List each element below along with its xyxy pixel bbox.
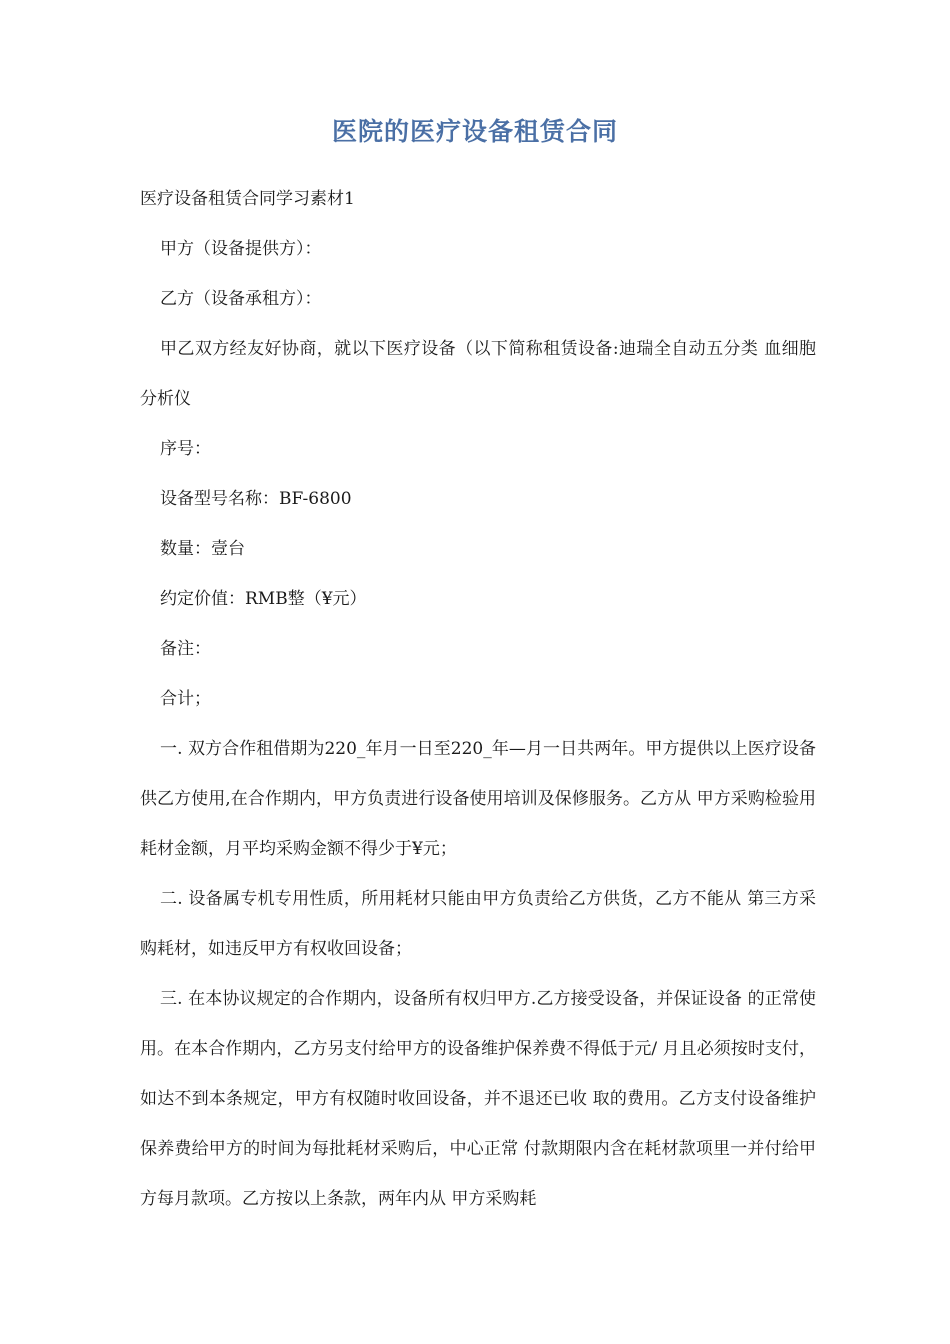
value-field: 约定价值：RMB整（¥元） [160, 589, 367, 609]
quantity-field: 数量：壹台 [160, 539, 245, 559]
model-field: 设备型号名称：BF-6800 [160, 489, 352, 509]
document-title: 医院的医疗设备租赁合同 [331, 117, 618, 146]
party-a-line: 甲方（设备提供方）： [160, 239, 322, 259]
remark-field: 备注： [160, 639, 211, 659]
document-subtitle: 医疗设备租赁合同学习素材1 [140, 189, 355, 209]
serial-field: 序号： [160, 439, 211, 459]
clause-2: 二. 设备属专机专用性质，所用耗材只能由甲方负责给乙方供货，乙方不能从 第三方采购耗材，如违反甲方有权收回设备； [140, 889, 816, 959]
party-b-line: 乙方（设备承租方）： [160, 289, 322, 309]
intro-paragraph: 甲乙双方经友好协商，就以下医疗设备（以下简称租赁设备:迪瑞全自动五分类 血细胞分析仪 [140, 339, 816, 409]
document-body [140, 174, 816, 1224]
clause-3: 三. 在本协议规定的合作期内，设备所有权归甲方.乙方接受设备，并保证设备 的正常使用。在本合作期内，乙方另支付给甲方的设备维护保养费不得低于元/ 月且必须按时支付，如达不到本条规定，甲方有权随时收回设备，并不退还已收 取的费用。乙方支付设备维护保养费给甲方的时间为每批耗材采购后，中心正常 付款期限内含在耗材款项里一并付给甲方每月款项。乙方按以上条款，两年内从 甲方采购耗 [140, 989, 816, 1209]
clause-1: 一. 双方合作租借期为220_年月一日至220_年—月一日共两年。甲方提供以上医疗设备供乙方使用,在合作期内，甲方负责进行设备使用培训及保修服务。乙方从 甲方采购检验用耗材金额，月平均采购金额不得少于¥元； [140, 739, 816, 859]
total-field: 合计； [160, 689, 211, 709]
